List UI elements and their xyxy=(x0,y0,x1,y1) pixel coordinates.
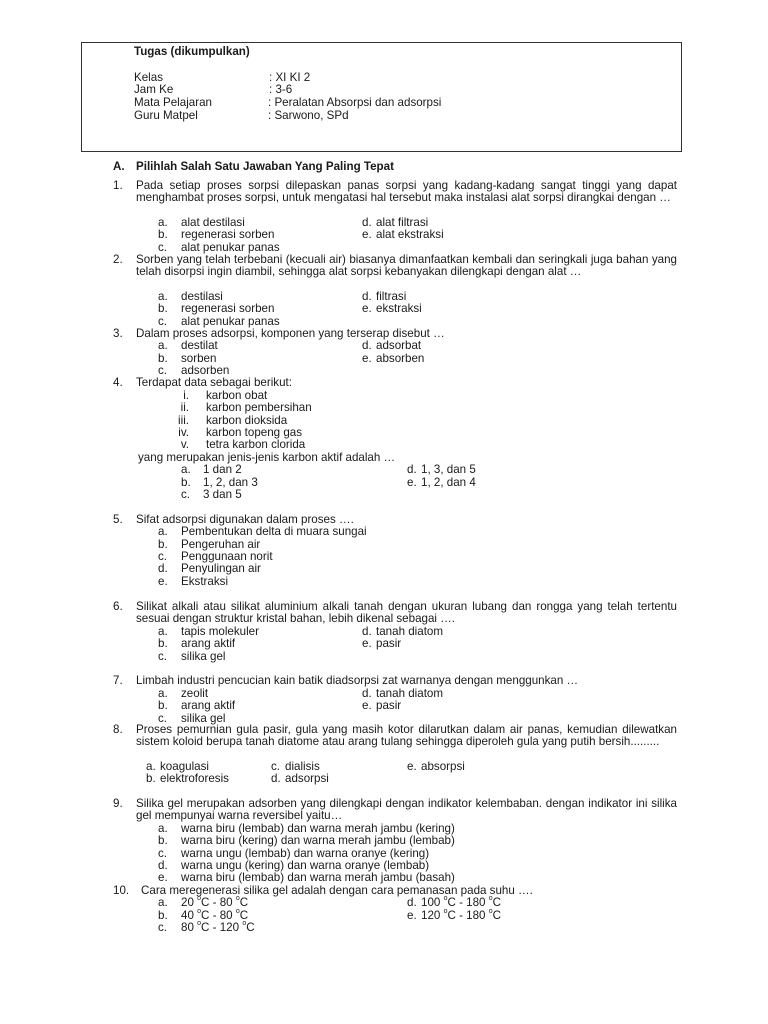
option-text: regenerasi sorben xyxy=(181,302,275,315)
option-text: arang aktif xyxy=(181,699,236,712)
option-letter: c. xyxy=(158,315,168,328)
question-text: Sifat adsorpsi digunakan dalam proses …. xyxy=(136,513,354,526)
option-letter: e. xyxy=(362,352,372,365)
question-text: Silika gel merupakan adsorben yang dilengkapi dengan indikator kelembaban. dengan indikator ini silika gel mempunyai warna reversibel yaitu… xyxy=(136,797,677,823)
option-letter: c. xyxy=(181,488,191,501)
option-letter: a. xyxy=(158,339,168,352)
option-letter: d. xyxy=(362,216,372,229)
option-text: alat penukar panas xyxy=(181,315,280,328)
option-text: destilasi xyxy=(181,290,223,303)
period-value: : 3-6 xyxy=(269,83,293,96)
option-text: 1, 2, dan 4 xyxy=(421,476,476,489)
question-number: 10. xyxy=(113,884,130,897)
roman-numeral: v. xyxy=(180,438,189,451)
question-number: 4. xyxy=(113,376,123,389)
option-text: silika gel xyxy=(181,650,226,663)
question-text: Proses pemurnian gula pasir, gula yang masih kotor dilarutkan dalam air panas, kemudian dilewatkan sistem koloid berupa tanah diatome atau arang tulang sehingga diperoleh gula yang putih bersih......... xyxy=(136,723,677,749)
subject-value: : Peralatan Absorpsi dan adsorpsi xyxy=(268,96,442,109)
roman-numeral: iii. xyxy=(178,414,189,427)
question-number: 2. xyxy=(113,253,123,266)
option-text: 1, 3, dan 5 xyxy=(421,463,476,476)
option-text: absorpsi xyxy=(421,760,465,773)
option-text: 1 dan 2 xyxy=(203,463,242,476)
option-text: 1, 2, dan 3 xyxy=(203,476,258,489)
option-letter: b. xyxy=(158,834,168,847)
subject-label: Mata Pelajaran xyxy=(134,96,212,109)
option-letter: a. xyxy=(158,216,168,229)
option-letter: e. xyxy=(362,228,372,241)
option-letter: b. xyxy=(158,637,168,650)
question-text: Dalam proses adsorpsi, komponen yang terserap disebut … xyxy=(136,327,445,340)
question-number: 7. xyxy=(113,674,123,687)
question-number: 1. xyxy=(113,179,123,192)
class-label: Kelas xyxy=(134,71,164,84)
option-text: elektroforesis xyxy=(160,772,229,785)
option-letter: c. xyxy=(158,847,168,860)
option-letter: b. xyxy=(158,699,168,712)
option-letter: c. xyxy=(271,760,281,773)
option-text: ekstraksi xyxy=(376,302,422,315)
option-letter: a. xyxy=(158,822,168,835)
option-text: 100 $^o$C - 180 $^o$C xyxy=(421,895,502,909)
roman-numeral: ii. xyxy=(180,401,189,414)
period-label: Jam Ke xyxy=(134,83,174,96)
option-text: sorben xyxy=(181,352,217,365)
option-letter: e. xyxy=(362,637,372,650)
section-title: Pilihlah Salah Satu Jawaban Yang Paling Tepat xyxy=(136,160,394,173)
data-item: tetra karbon clorida xyxy=(206,438,306,451)
option-letter: d. xyxy=(158,859,168,872)
option-text: warna biru (lembab) dan warna merah jambu (kering) xyxy=(181,822,455,835)
option-text: Pembentukan delta di muara sungai xyxy=(181,525,367,538)
option-letter: e. xyxy=(362,302,372,315)
option-letter: d. xyxy=(158,562,168,575)
option-letter: a. xyxy=(158,290,168,303)
option-letter: b. xyxy=(146,772,156,785)
option-text: Penggunaan norit xyxy=(181,550,273,563)
option-letter: d. xyxy=(362,687,372,700)
question-text: Silikat alkali atau silikat aluminium alkali tanah dengan ukuran lubang dan rongga yang telah tertentu sesuai dengan struktur kristal bahan, lebih dikenal sebagai …. xyxy=(136,600,677,626)
option-text: warna biru (lembab) dan warna merah jambu (basah) xyxy=(181,871,455,884)
question-number: 9. xyxy=(113,797,123,810)
assignment-title: Tugas (dikumpulkan) xyxy=(134,45,250,58)
option-letter: c. xyxy=(158,712,168,725)
option-letter: d. xyxy=(271,772,281,785)
option-letter: e. xyxy=(158,575,168,588)
option-letter: a. xyxy=(158,525,168,538)
question-text: Sorben yang telah terbebani (kecuali air) biasanya dimanfaatkan kembali dan seringkali juga bahan yang telah disorpsi ingin diambil, sehingga alat sorpsi kebanyakan dilengkapi dengan alat … xyxy=(136,253,677,279)
question-number: 5. xyxy=(113,513,123,526)
option-letter: b. xyxy=(158,352,168,365)
option-text: 20 $^o$C - 80 $^o$C xyxy=(181,895,249,909)
option-letter: b. xyxy=(158,302,168,315)
option-text: zeolit xyxy=(181,687,209,700)
option-text: Penyulingan air xyxy=(181,562,261,575)
section-letter: A. xyxy=(113,160,125,173)
option-letter: d. xyxy=(407,896,417,909)
option-text: filtrasi xyxy=(376,290,407,303)
option-letter: d. xyxy=(407,463,417,476)
option-letter: c. xyxy=(158,550,168,563)
question-number: 3. xyxy=(113,327,123,340)
option-text: regenerasi sorben xyxy=(181,228,275,241)
option-text: warna biru (kering) dan warna merah jambu (lembab) xyxy=(181,834,455,847)
option-letter: d. xyxy=(362,339,372,352)
option-letter: a. xyxy=(158,625,168,638)
option-letter: b. xyxy=(158,538,168,551)
question-number: 6. xyxy=(113,600,123,613)
option-letter: c. xyxy=(158,364,168,377)
option-text: tapis molekuler xyxy=(181,625,259,638)
option-text: Pengeruhan air xyxy=(181,538,261,551)
option-text: koagulasi xyxy=(160,760,209,773)
option-text: adsorpsi xyxy=(285,772,329,785)
option-text: 3 dan 5 xyxy=(203,488,242,501)
option-text: warna ungu (lembab) dan warna oranye (kering) xyxy=(181,847,430,860)
option-letter: c. xyxy=(158,650,168,663)
option-letter: a. xyxy=(146,760,156,773)
option-text: 80 $^o$C - 120 $^o$C xyxy=(181,920,255,934)
question-text: Pada setiap proses sorpsi dilepaskan panas sorpsi yang kadang-kadang sangat tinggi yang dapat menghambat proses sorpsi, untuk mengatasi hal tersebut maka instalasi alat sorpsi dirangkai dengan … xyxy=(136,179,677,205)
teacher-label: Guru Matpel xyxy=(134,109,198,122)
option-text: adsorben xyxy=(181,364,230,377)
option-letter: b. xyxy=(181,476,191,489)
data-item: karbon dioksida xyxy=(206,414,288,427)
question-text-continued: yang merupakan jenis-jenis karbon aktif adalah … xyxy=(138,451,396,464)
question-text: Terdapat data sebagai berikut: xyxy=(136,376,292,389)
data-item: karbon obat xyxy=(206,389,268,402)
option-text: alat penukar panas xyxy=(181,241,280,254)
option-letter: e. xyxy=(407,760,417,773)
option-text: arang aktif xyxy=(181,637,236,650)
option-letter: a. xyxy=(181,463,191,476)
question-text: Cara meregenerasi silika gel adalah dengan cara pemanasan pada suhu …. xyxy=(141,884,533,897)
option-text: Ekstraksi xyxy=(181,575,229,588)
option-text: alat destilasi xyxy=(181,216,245,229)
data-item: karbon pembersihan xyxy=(206,401,312,414)
class-value: : XI KI 2 xyxy=(269,71,311,84)
option-letter: b. xyxy=(158,909,168,922)
teacher-value: : Sarwono, SPd xyxy=(268,109,349,122)
option-letter: c. xyxy=(158,921,168,934)
option-text: pasir xyxy=(376,699,402,712)
option-text: destilat xyxy=(181,339,218,352)
option-letter: e. xyxy=(407,476,417,489)
option-letter: a. xyxy=(158,687,168,700)
option-letter: c. xyxy=(158,241,168,254)
option-letter: e. xyxy=(407,909,417,922)
option-letter: e. xyxy=(362,699,372,712)
option-letter: a. xyxy=(158,896,168,909)
option-text: dialisis xyxy=(285,760,320,773)
option-text: absorben xyxy=(376,352,425,365)
option-letter: b. xyxy=(158,228,168,241)
option-text: warna ungu (kering) dan warna oranye (lembab) xyxy=(181,859,430,872)
question-number: 8. xyxy=(113,723,123,736)
option-letter: d. xyxy=(362,290,372,303)
roman-numeral: iv. xyxy=(178,426,189,439)
roman-numeral: i. xyxy=(183,389,189,402)
option-text: tanah diatom xyxy=(376,625,444,638)
option-text: 40 $^o$C - 80 $^o$C xyxy=(181,908,249,922)
question-text: Limbah industri pencucian kain batik diadsorpsi zat warnanya dengan menggunkan … xyxy=(136,674,579,687)
option-text: silika gel xyxy=(181,712,226,725)
option-text: alat filtrasi xyxy=(376,216,429,229)
option-text: alat ekstraksi xyxy=(376,228,444,241)
option-text: tanah diatom xyxy=(376,687,444,700)
option-letter: d. xyxy=(362,625,372,638)
data-item: karbon topeng gas xyxy=(206,426,303,439)
option-letter: e. xyxy=(158,871,168,884)
option-text: 120 $^o$C - 180 $^o$C xyxy=(421,908,502,922)
option-text: adsorbat xyxy=(376,339,422,352)
option-text: pasir xyxy=(376,637,402,650)
